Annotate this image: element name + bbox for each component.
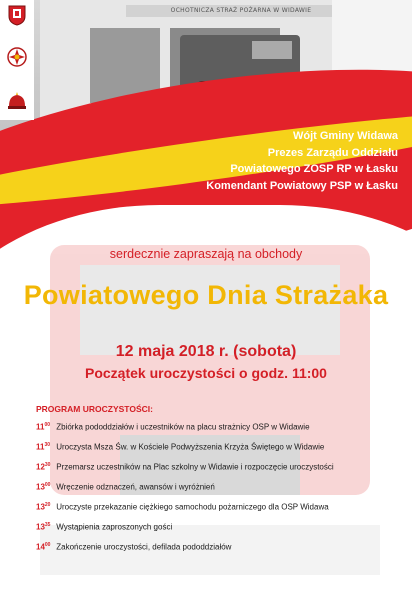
- program-description: Przemarsz uczestników na Plac szkolny w Widawie i rozpoczęcie uroczystości: [56, 462, 334, 472]
- program-description: Uroczysta Msza Św. w Kościele Podwyższenia Krzyża Świętego w Widawie: [56, 442, 325, 452]
- organizer-line: Wójt Gminy Widawa: [292, 130, 398, 142]
- organizer-line: Prezes Zarządu Oddziału: [267, 146, 398, 159]
- program-time: $13^{20}$: [36, 502, 51, 512]
- program-description: Wręczenie odznaczeń, awansów i wyróżnień: [56, 482, 215, 492]
- program-description: Wystąpienia zaproszonych gości: [56, 522, 173, 532]
- program-time: $12^{30}$: [36, 462, 51, 472]
- invitation-text: serdecznie zapraszają na obchody: [109, 247, 303, 261]
- program-time: $13^{35}$: [36, 522, 51, 532]
- program-item: [36, 418, 406, 438]
- event-title: Powiatowego Dnia Strażaka: [23, 280, 389, 310]
- program-heading: PROGRAM UROCZYSTOŚCI:: [36, 404, 153, 414]
- program-description: Zbiórka pododdziałów i uczestników na placu strażnicy OSP w Widawie: [56, 422, 310, 432]
- logos-column: [0, 0, 34, 120]
- program-description: Uroczyste przekazanie ciężkiego samochodu pożarniczego dla OSP Widawa: [56, 502, 329, 512]
- program-description: Zakończenie uroczystości, defilada pododdziałów: [56, 542, 232, 552]
- program-time: $11^{30}$: [36, 442, 51, 452]
- program-item: [36, 458, 406, 478]
- program-time: $14^{00}$: [36, 542, 51, 552]
- program-item: [36, 438, 406, 458]
- program-time: $13^{00}$: [36, 482, 51, 492]
- organizers-block: [206, 128, 398, 194]
- program-item: [36, 538, 406, 558]
- organizer-line: Komendant Powiatowy PSP w Łasku: [206, 179, 398, 192]
- program-time: $11^{00}$: [36, 422, 51, 432]
- station-sign: OCHOTNICZA STRAŻ POŻARNA W WIDAWIE: [126, 5, 356, 17]
- event-date: 12 maja 2018 r. (sobota): [115, 343, 297, 360]
- event-start-time: Początek uroczystości o godz. 11:00: [85, 365, 327, 381]
- fire-brigade-emblem-icon: [7, 46, 27, 68]
- firefighter-helmet-emblem-icon: [7, 90, 27, 112]
- program-item: [36, 518, 406, 538]
- program-item: [36, 478, 406, 498]
- program-item: [36, 498, 406, 518]
- organizer-line: Powiatowego ZOSP RP w Łasku: [230, 163, 398, 175]
- program-list: [36, 418, 406, 558]
- shield-logo-icon: [7, 4, 27, 26]
